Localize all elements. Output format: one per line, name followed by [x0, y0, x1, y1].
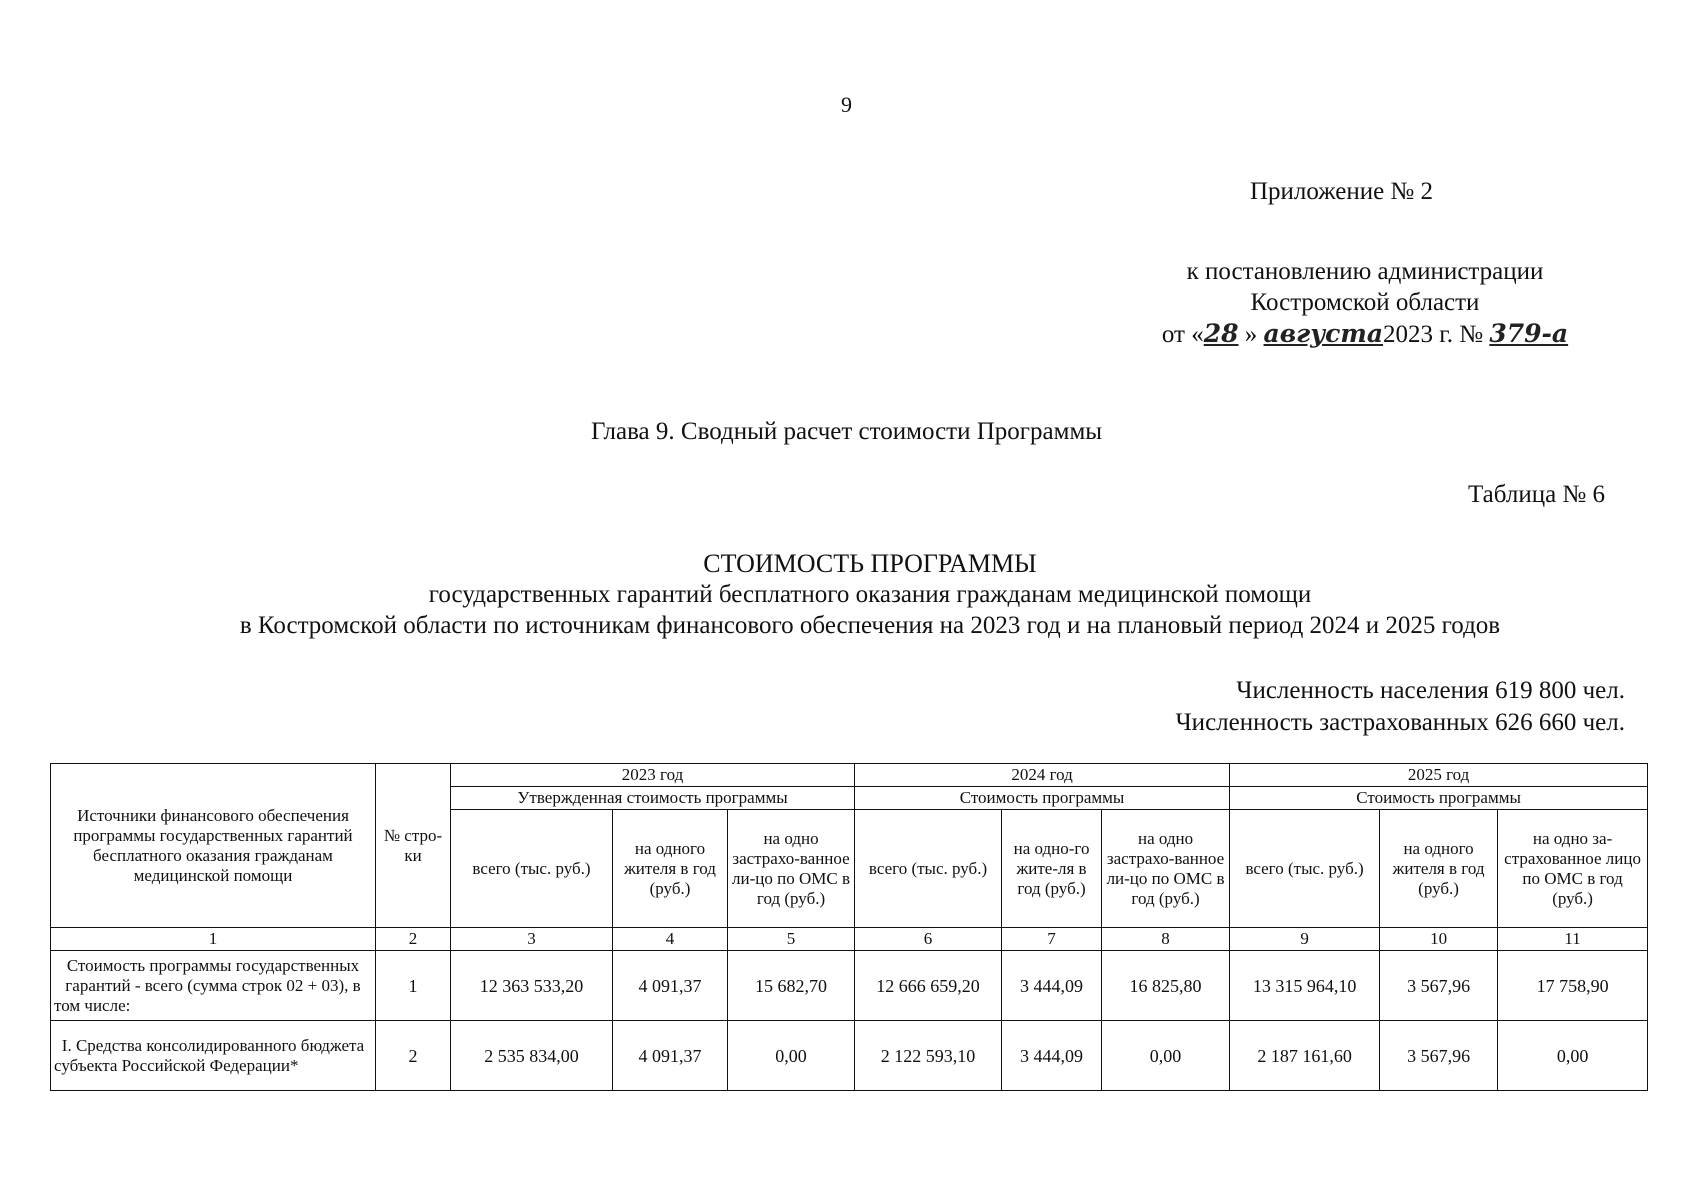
decree-date-line — [1130, 318, 1600, 350]
page-number: 9 — [841, 92, 852, 117]
cell-value: 2 122 593,10 — [855, 1021, 1002, 1091]
decree-line-2: Костромской области — [1250, 289, 1480, 316]
decree-reference — [1130, 256, 1600, 350]
column-number: 7 — [1002, 928, 1102, 951]
cell-value: 0,00 — [1498, 1021, 1648, 1091]
table-row — [51, 951, 1648, 1021]
population-info — [1050, 675, 1625, 739]
column-number: 11 — [1498, 928, 1648, 951]
table-row — [51, 1021, 1648, 1091]
decree-year: 2023 г. № — [1383, 321, 1484, 348]
column-number: 10 — [1380, 928, 1498, 951]
header-column: на одно за-страхованное лицо по ОМС в год (руб.) — [1498, 810, 1648, 928]
decree-number: 379-а — [1489, 319, 1569, 348]
column-number: 4 — [613, 928, 728, 951]
population-residents: Численность населения 619 800 чел. — [1236, 677, 1625, 704]
header-column: на одного жителя в год (руб.) — [613, 810, 728, 928]
decree-month: августа — [1263, 319, 1384, 348]
cell-value: 15 682,70 — [728, 951, 855, 1021]
cell-value: 16 825,80 — [1102, 951, 1230, 1021]
header-column: всего (тыс. руб.) — [1230, 810, 1380, 928]
header-year-2024: 2024 год — [855, 764, 1230, 787]
title-line-3: в Костромской области по источникам финансового обеспечения на 2023 год и на плановый период 2024 и 2025 годов — [239, 612, 1501, 639]
table-column-numbers — [51, 928, 1648, 951]
population-insured: Численность застрахованных 626 660 чел. — [1175, 709, 1625, 736]
row-number: 2 — [376, 1021, 451, 1091]
cell-value: 3 567,96 — [1380, 951, 1498, 1021]
header-row-no: № стро-ки — [376, 764, 451, 928]
decree-prefix: от « — [1161, 321, 1204, 348]
table-label: Таблица № 6 — [1468, 481, 1606, 508]
cell-value: 3 567,96 — [1380, 1021, 1498, 1091]
table-header-years — [51, 764, 1648, 787]
cell-value: 17 758,90 — [1498, 951, 1648, 1021]
row-name: I. Средства консолидированного бюджета субъекта Российской Федерации* — [51, 1021, 376, 1091]
cell-value: 3 444,09 — [1002, 951, 1102, 1021]
column-number: 5 — [728, 928, 855, 951]
column-number: 3 — [451, 928, 613, 951]
header-column: на одного жителя в год (руб.) — [1380, 810, 1498, 928]
column-number: 1 — [51, 928, 376, 951]
cell-value: 2 187 161,60 — [1230, 1021, 1380, 1091]
cell-value: 12 363 533,20 — [451, 951, 613, 1021]
column-number: 9 — [1230, 928, 1380, 951]
header-column: на одно застрахо-ванное ли-цо по ОМС в год (руб.) — [1102, 810, 1230, 928]
header-column: всего (тыс. руб.) — [451, 810, 613, 928]
decree-line-1: к постановлению администрации — [1186, 258, 1544, 285]
header-subgroup-2025: Стоимость программы — [1230, 787, 1648, 810]
chapter-title: Глава 9. Сводный расчет стоимости Программы — [590, 418, 1103, 445]
cell-value: 4 091,37 — [613, 1021, 728, 1091]
header-subgroup-2023: Утвержденная стоимость программы — [451, 787, 855, 810]
header-subgroup-2024: Стоимость программы — [855, 787, 1230, 810]
cell-value: 12 666 659,20 — [855, 951, 1002, 1021]
title-line-2: государственных гарантий бесплатного оказания гражданам медицинской помощи — [428, 581, 1312, 608]
appendix-label: Приложение № 2 — [1250, 178, 1434, 205]
decree-mid: » — [1244, 321, 1258, 348]
program-cost-table — [50, 763, 1648, 1091]
cell-value: 3 444,09 — [1002, 1021, 1102, 1091]
decree-day: 28 — [1203, 319, 1239, 348]
header-column: на одно застрахо-ванное ли-цо по ОМС в год (руб.) — [728, 810, 855, 928]
header-year-2025: 2025 год — [1230, 764, 1648, 787]
column-number: 6 — [855, 928, 1002, 951]
cell-value: 4 091,37 — [613, 951, 728, 1021]
cell-value: 13 315 964,10 — [1230, 951, 1380, 1021]
column-number: 2 — [376, 928, 451, 951]
cell-value: 2 535 834,00 — [451, 1021, 613, 1091]
cell-value: 0,00 — [728, 1021, 855, 1091]
document-title — [0, 548, 1693, 641]
header-column: всего (тыс. руб.) — [855, 810, 1002, 928]
row-name: Стоимость программы государственных гарантий - всего (сумма строк 02 + 03), в том числе: — [51, 951, 376, 1021]
row-number: 1 — [376, 951, 451, 1021]
header-column: на одно-го жите-ля в год (руб.) — [1002, 810, 1102, 928]
title-main: СТОИМОСТЬ ПРОГРАММЫ — [703, 549, 1037, 578]
header-source: Источники финансового обеспечения программы государственных гарантий бесплатного оказания гражданам медицинской помощи — [51, 764, 376, 928]
header-year-2023: 2023 год — [451, 764, 855, 787]
cell-value: 0,00 — [1102, 1021, 1230, 1091]
column-number: 8 — [1102, 928, 1230, 951]
